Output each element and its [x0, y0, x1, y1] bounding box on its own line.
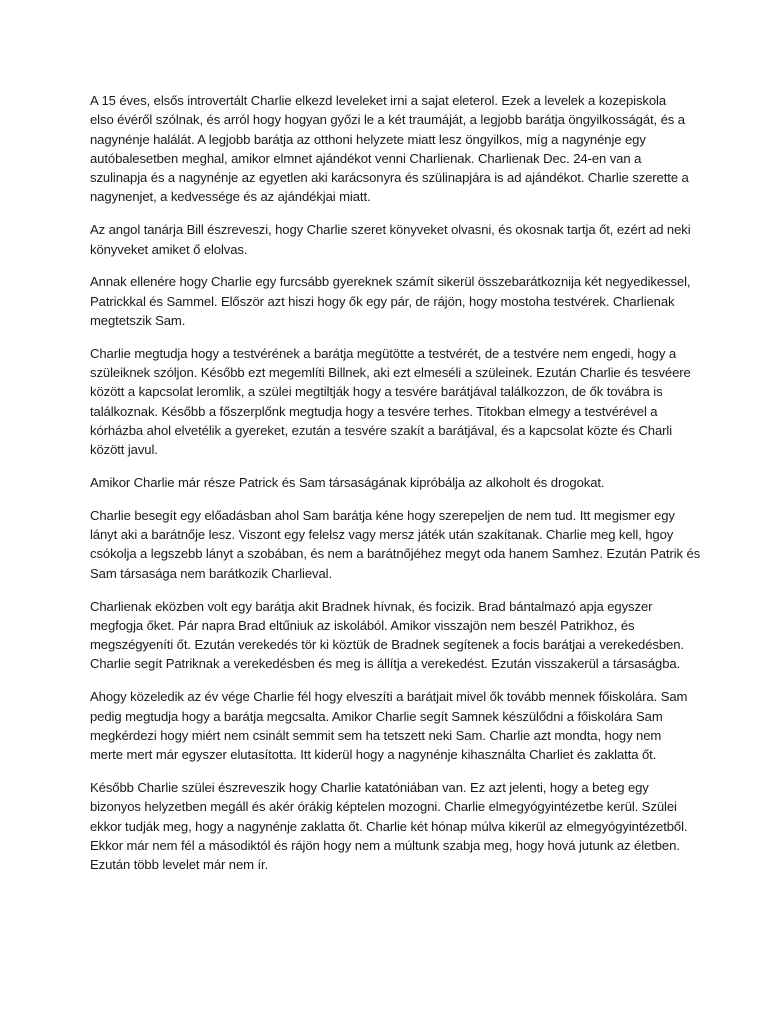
text-line: pedig megtudja hogy a barátja megcsalta. Amikor Charlie segít Samnek készülődni a főiskolára Sam	[90, 708, 663, 724]
paragraph-2	[90, 220, 696, 259]
text-line: Charlie megtudja hogy a testvérének a barátja megütötte a testvérét, de a testvére nem engedi, hogy a	[90, 345, 677, 361]
text-line: Ahogy közeledik az év vége Charlie fél hogy elveszíti a barátjait mivel ők tovább mennek főiskolára. Sam	[90, 689, 688, 705]
text-line: megszégyeníti őt. Ezután verekedés tör ki köztük de Bradnek segítenek a focis barátjai a verekedésben.	[90, 637, 684, 653]
text-line: között javul.	[90, 442, 158, 458]
paragraph-5	[90, 473, 696, 492]
text-line: Amikor Charlie már része Patrick és Sam társaságának kipróbálja az alkoholt és drogokat.	[90, 475, 605, 491]
text-line: autóbalesetben meghal, amikor elmnet ajándékot venni Charlienak. Charlienak Dec. 24-en van a	[90, 150, 642, 166]
text-line: megfogja őket. Pár napra Brad eltűniuk az iskolából. Amikor visszajön nem beszél Patrikhoz, és	[90, 617, 635, 633]
text-line: Patrickkal és Sammel. Először azt hiszi hogy ők egy pár, de rájön, hogy mostoha testvérek. Charlienak	[90, 293, 675, 309]
text-line: nagynénje halálát. A legjobb barátja az otthoni helyzete miatt lesz öngyilkos, míg a nagynénje egy	[90, 131, 646, 147]
text-line: merte mert már egyszer elutasította. Itt kiderül hogy a nagynénje kihasználta Charliet és zaklatta őt.	[90, 747, 657, 763]
text-line: Charlienak eközben volt egy barátja akit Bradnek hívnak, és focizik. Brad bántalmazó apja egyszer	[90, 598, 653, 614]
text-line: Annak ellenére hogy Charlie egy furcsább gyereknek számít sikerül összebarátkoznija két negyedikessel,	[90, 274, 691, 290]
text-line: elso évéről szólnak, és arról hogy hogyan győzi le a két traumáját, a legjobb barátja öngyilkosságát, és a	[90, 112, 685, 128]
text-line: megtetszik Sam.	[90, 312, 186, 328]
text-line: bizonyos helyzetben megáll és akér órákig képtelen mozogni. Charlie elmegyógyintézetbe kerül. Szülei	[90, 799, 677, 815]
text-line: Később Charlie szülei észreveszik hogy Charlie katatóniában van. Ez azt jelenti, hogy a beteg egy	[90, 779, 649, 795]
text-line: Sam társasága nem barátkozik Charlieval.	[90, 565, 332, 581]
text-line: megkérdezi hogy miért nem csinált semmit sem ha tetszett neki Sam. Charlie azt mondta, hogy nem	[90, 727, 662, 743]
text-line: között a kapcsolat leromlik, a szülei megtiltják hogy a tesvére barátjával találkozzon, de ők továbra is	[90, 384, 663, 400]
text-line: A 15 éves, elsős introvertált Charlie elkezd leveleket irni a sajat eleterol. Ezek a levelek a kozepiskola	[90, 93, 667, 108]
text-line: Charlie segít Patriknak a verekedésben és meg is állítja a verekedést. Ezután visszakerül a társaságba.	[90, 656, 681, 672]
paragraph-8	[90, 687, 696, 764]
text-line: Charlie besegít egy előadásban ahol Sam barátja kéne hogy szerepeljen de nem tud. Itt megismer egy	[90, 507, 675, 523]
text-line: Ekkor már nem fél a másodiktól és rájön hogy nem a múltunk szabja meg, hogy hová jutunk az életben.	[90, 837, 680, 853]
text-line: lányt aki a barátnője lesz. Viszont egy felelsz vagy mersz játék után szakítanak. Charlie meg kell, hgoy	[90, 527, 674, 543]
text-line: ekkor tudják meg, hogy a nagynénje zaklatta őt. Charlie két hónap múlva kikerül az elmegyógyintézetből.	[90, 818, 688, 834]
text-line: könyveket amiket ő elolvas.	[90, 241, 248, 257]
text-line: Ezután több levelet már nem ír.	[90, 857, 269, 873]
paragraph-9	[90, 778, 696, 874]
paragraph-6	[90, 506, 701, 583]
text-line: szulinapja és a nagynénje az egyetlen aki karácsonyra és szülinapjára is ad ajándékot. Charlie szerette a	[90, 170, 689, 186]
text-line: Az angol tanárja Bill észreveszi, hogy Charlie szeret könyveket olvasni, és okosnak tartja őt, ezért ad neki	[90, 222, 691, 238]
text-line: nagynenjet, a kedvessége és az ajándékjai miatt.	[90, 189, 371, 205]
text-line: kórházba ahol elvetélik a gyereket, ezután a tesvére szakít a barátjával, és a kapcsolat közte és Charli	[90, 422, 673, 438]
paragraph-7	[90, 597, 696, 674]
paragraph-4	[90, 344, 696, 460]
paragraph-1	[90, 91, 696, 207]
document-page	[90, 91, 701, 888]
text-line: találkoznak. Később a főszerplőnk megtudja hogy a tesvére terhes. Titokban elmegy a testvérével a	[90, 403, 658, 419]
text-line: szüleiknek szóljon. Később ezt megemlíti Billnek, aki ezt elmeséli a szüleinek. Ezután Charlie és tesvéere	[90, 365, 691, 381]
text-line: csókolja a legszebb lányt a szobában, és nem a barátnőjéhez megyt oda hanem Samhez. Ezután Patrik és	[90, 546, 701, 562]
paragraph-3	[90, 272, 696, 330]
